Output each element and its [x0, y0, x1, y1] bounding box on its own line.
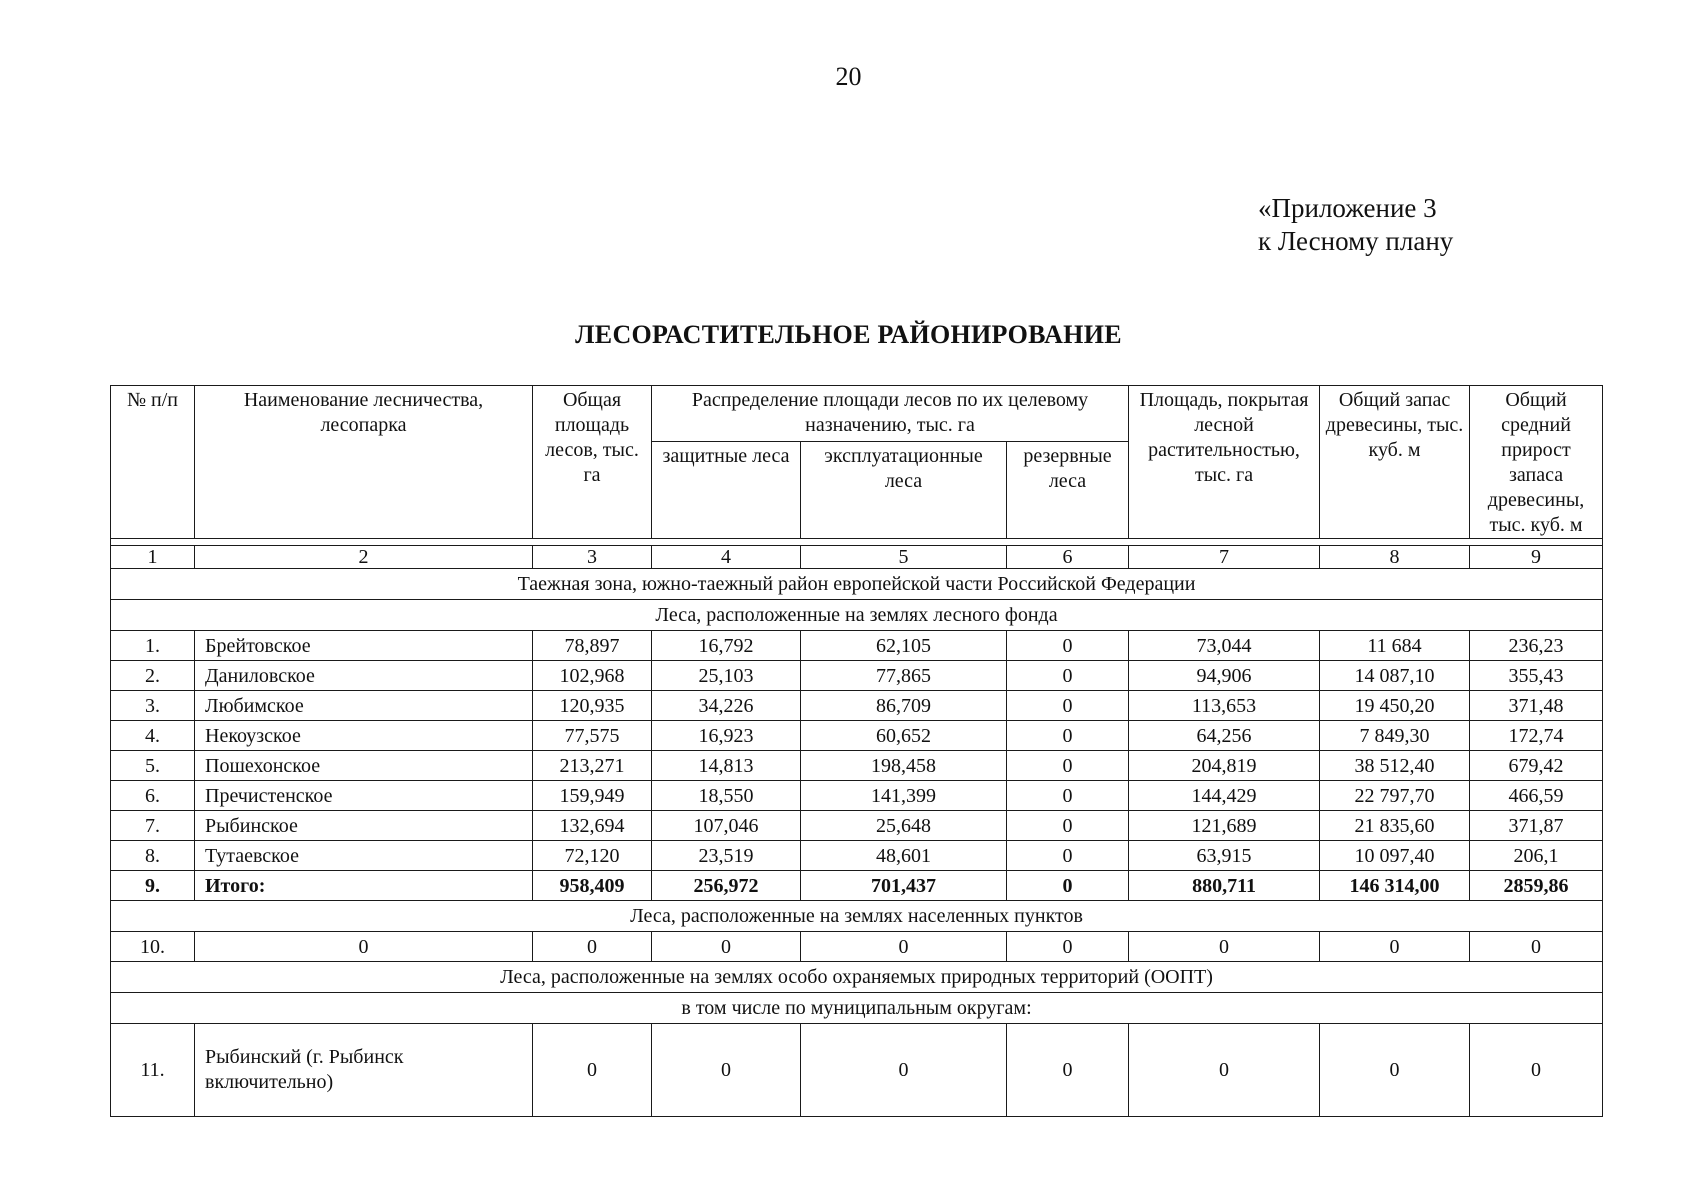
row-cell: 10 097,40	[1320, 841, 1470, 871]
row-cell: 63,915	[1129, 841, 1320, 871]
row-cell: 0	[1007, 751, 1129, 781]
table-row	[111, 661, 1603, 691]
row-cell: 64,256	[1129, 721, 1320, 751]
row-cell: 78,897	[533, 631, 652, 661]
forestry-rows	[111, 631, 1603, 871]
row-cell: 102,968	[533, 661, 652, 691]
row-name: Брейтовское	[195, 631, 533, 661]
row-cell: 0	[533, 1024, 652, 1117]
row-cell: 21 835,60	[1320, 811, 1470, 841]
row-cell: 16,923	[652, 721, 801, 751]
row-cell: 25,103	[652, 661, 801, 691]
row-num: 3.	[111, 691, 195, 721]
row-name: Рыбинский (г. Рыбинск включительно)	[195, 1024, 533, 1117]
forest-zoning-table	[110, 385, 1603, 1117]
section-forest-fund: Леса, расположенные на землях лесного фонда	[111, 600, 1603, 631]
row-cell: 18,550	[652, 781, 801, 811]
total-cell: 958,409	[533, 871, 652, 901]
row-cell: 121,689	[1129, 811, 1320, 841]
column-number: 8	[1320, 546, 1470, 569]
header-num: № п/п	[111, 386, 195, 539]
row-cell: 14 087,10	[1320, 661, 1470, 691]
row-cell: 38 512,40	[1320, 751, 1470, 781]
row-num: 4.	[111, 721, 195, 751]
row-num: 1.	[111, 631, 195, 661]
header-covered-area: Площадь, покрытая лесной растительностью, тыс. га	[1129, 386, 1320, 539]
appendix-line-1: «Приложение 3	[1258, 193, 1437, 223]
column-number: 4	[652, 546, 801, 569]
row-cell: 62,105	[801, 631, 1007, 661]
row-name: Рыбинское	[195, 811, 533, 841]
appendix-line-2: к Лесному плану	[1258, 226, 1454, 256]
row-cell: 73,044	[1129, 631, 1320, 661]
row-cell: 77,575	[533, 721, 652, 751]
row-cell: 0	[195, 932, 533, 962]
row-cell: 14,813	[652, 751, 801, 781]
section-municipal: в том числе по муниципальным округам:	[111, 993, 1603, 1024]
header-total-area: Общая площадь лесов, тыс. га	[533, 386, 652, 539]
row-cell: 204,819	[1129, 751, 1320, 781]
column-number: 2	[195, 546, 533, 569]
total-cell: 0	[1007, 871, 1129, 901]
row-cell: 0	[801, 932, 1007, 962]
row-cell: 0	[652, 932, 801, 962]
row-cell: 48,601	[801, 841, 1007, 871]
section-settlements-row	[111, 901, 1603, 932]
row-num: 10.	[111, 932, 195, 962]
row-cell: 198,458	[801, 751, 1007, 781]
header-reserve: резервные леса	[1007, 442, 1129, 539]
row-name: Пошехонское	[195, 751, 533, 781]
row-cell: 113,653	[1129, 691, 1320, 721]
row-cell: 236,23	[1470, 631, 1603, 661]
row-cell: 0	[652, 1024, 801, 1117]
column-number-row	[111, 546, 1603, 569]
section-protected: Леса, расположенные на землях особо охраняемых природных территорий (ООПТ)	[111, 962, 1603, 993]
row-cell: 0	[1007, 781, 1129, 811]
total-cell: 146 314,00	[1320, 871, 1470, 901]
row-cell: 679,42	[1470, 751, 1603, 781]
row-name: Пречистенское	[195, 781, 533, 811]
section-forest-fund-row	[111, 600, 1603, 631]
header-name: Наименование лесничества, лесопарка	[195, 386, 533, 539]
table-row	[111, 691, 1603, 721]
column-number: 3	[533, 546, 652, 569]
row-cell: 72,120	[533, 841, 652, 871]
column-number: 7	[1129, 546, 1320, 569]
row-cell: 0	[1007, 661, 1129, 691]
header-row	[111, 386, 1603, 442]
total-cell: 880,711	[1129, 871, 1320, 901]
row-name: Даниловское	[195, 661, 533, 691]
row-cell: 0	[1470, 1024, 1603, 1117]
row-cell: 7 849,30	[1320, 721, 1470, 751]
row-cell: 86,709	[801, 691, 1007, 721]
row-cell: 0	[801, 1024, 1007, 1117]
row-cell: 0	[1320, 932, 1470, 962]
row-cell: 107,046	[652, 811, 801, 841]
row-cell: 0	[1320, 1024, 1470, 1117]
table-row	[111, 811, 1603, 841]
column-number: 1	[111, 546, 195, 569]
total-cell: 701,437	[801, 871, 1007, 901]
total-cell: 2859,86	[1470, 871, 1603, 901]
row-name: Некоузское	[195, 721, 533, 751]
row-cell: 23,519	[652, 841, 801, 871]
row-cell: 16,792	[652, 631, 801, 661]
row-cell: 159,949	[533, 781, 652, 811]
row-cell: 172,74	[1470, 721, 1603, 751]
row-cell: 0	[1007, 691, 1129, 721]
row-cell: 120,935	[533, 691, 652, 721]
row-num: 11.	[111, 1024, 195, 1117]
row-cell: 0	[1007, 1024, 1129, 1117]
row-cell: 0	[1007, 721, 1129, 751]
document-title: ЛЕСОРАСТИТЕЛЬНОЕ РАЙОНИРОВАНИЕ	[575, 320, 1122, 349]
municipal-row	[111, 1024, 1603, 1117]
table-row	[111, 841, 1603, 871]
row-cell: 0	[1129, 1024, 1320, 1117]
row-cell: 22 797,70	[1320, 781, 1470, 811]
table-row	[111, 751, 1603, 781]
table-row	[111, 631, 1603, 661]
total-label: Итого:	[195, 871, 533, 901]
row-name: Любимское	[195, 691, 533, 721]
header-total-stock: Общий запас древесины, тыс. куб. м	[1320, 386, 1470, 539]
row-cell: 0	[1007, 811, 1129, 841]
row-cell: 25,648	[801, 811, 1007, 841]
row-num: 2.	[111, 661, 195, 691]
row-cell: 0	[1007, 932, 1129, 962]
header-avg-growth: Общий средний прирост запаса древесины, тыс. куб. м	[1470, 386, 1603, 539]
row-cell: 0	[533, 932, 652, 962]
header-exploitation: эксплуатационные леса	[801, 442, 1007, 539]
row-cell: 144,429	[1129, 781, 1320, 811]
header-protective: защитные леса	[652, 442, 801, 539]
zone-title-row	[111, 569, 1603, 600]
row-num: 5.	[111, 751, 195, 781]
column-number: 5	[801, 546, 1007, 569]
total-cell: 256,972	[652, 871, 801, 901]
table-row	[111, 721, 1603, 751]
row-cell: 206,1	[1470, 841, 1603, 871]
section-protected-row	[111, 962, 1603, 993]
row-cell: 213,271	[533, 751, 652, 781]
row-cell: 371,87	[1470, 811, 1603, 841]
column-number: 6	[1007, 546, 1129, 569]
row-cell: 466,59	[1470, 781, 1603, 811]
settlements-row	[111, 932, 1603, 962]
column-number: 9	[1470, 546, 1603, 569]
row-num: 6.	[111, 781, 195, 811]
row-cell: 11 684	[1320, 631, 1470, 661]
row-cell: 141,399	[801, 781, 1007, 811]
row-cell: 132,694	[533, 811, 652, 841]
total-num: 9.	[111, 871, 195, 901]
row-cell: 19 450,20	[1320, 691, 1470, 721]
zone-title: Таежная зона, южно-таежный район европейской части Российской Федерации	[111, 569, 1603, 600]
total-row	[111, 871, 1603, 901]
row-num: 8.	[111, 841, 195, 871]
row-cell: 371,48	[1470, 691, 1603, 721]
row-cell: 0	[1007, 841, 1129, 871]
row-name: Тутаевское	[195, 841, 533, 871]
row-cell: 34,226	[652, 691, 801, 721]
section-municipal-row	[111, 993, 1603, 1024]
table-row	[111, 781, 1603, 811]
row-cell: 0	[1470, 932, 1603, 962]
row-cell: 94,906	[1129, 661, 1320, 691]
row-cell: 0	[1007, 631, 1129, 661]
row-cell: 60,652	[801, 721, 1007, 751]
row-cell: 0	[1129, 932, 1320, 962]
page-number: 20	[835, 62, 862, 91]
header-gap	[111, 539, 1603, 546]
row-num: 7.	[111, 811, 195, 841]
row-cell: 355,43	[1470, 661, 1603, 691]
row-cell: 77,865	[801, 661, 1007, 691]
appendix-reference	[1258, 192, 1453, 258]
section-settlements: Леса, расположенные на землях населенных пунктов	[111, 901, 1603, 932]
header-distribution: Распределение площади лесов по их целевому назначению, тыс. га	[652, 386, 1129, 442]
